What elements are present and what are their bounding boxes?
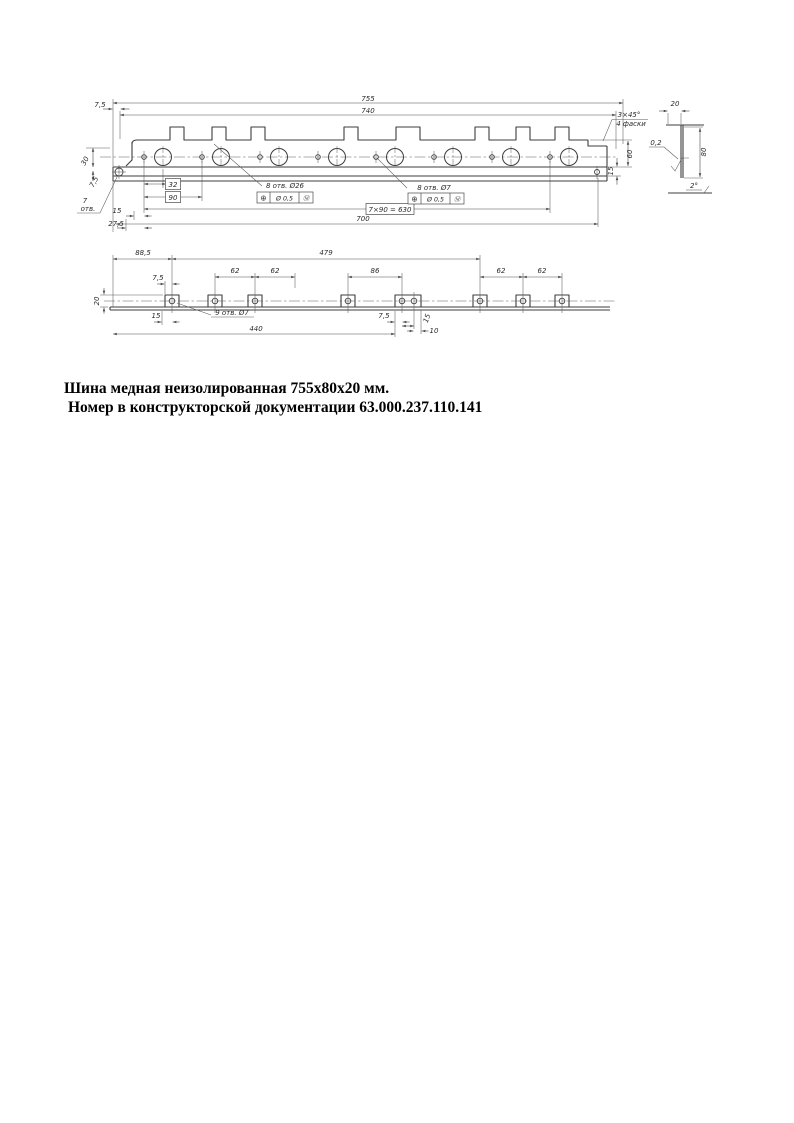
position-tolerance-frame bbox=[257, 192, 313, 203]
bottom-view-geometry bbox=[104, 292, 616, 313]
dimension-label: 27,5 bbox=[108, 220, 124, 228]
part-document-number: Номер в конструкторской документации 63.000.237.110.141 bbox=[68, 399, 483, 416]
tolerance-value: Ø 0,5 bbox=[276, 195, 293, 203]
dimension-label: 10 bbox=[429, 327, 439, 335]
dimension-label: 7,5 bbox=[152, 274, 164, 282]
dimension-label: 755 bbox=[361, 95, 375, 103]
dimension-label: 15 bbox=[607, 166, 615, 176]
dimension-label: 479 bbox=[319, 249, 333, 257]
position-symbol-icon: ⊕ bbox=[411, 194, 418, 204]
position-symbol-icon: ⊕ bbox=[260, 193, 267, 203]
dimension-label: 9 отв. Ø7 bbox=[215, 309, 249, 317]
dimension-label: 62 bbox=[537, 267, 547, 275]
material-condition-icon: Ⓜ bbox=[302, 195, 310, 203]
dimension-label: 20 bbox=[670, 100, 680, 108]
title-block bbox=[64, 379, 482, 417]
dimension-label: 700 bbox=[356, 215, 370, 223]
dimension-label: 4 фаски bbox=[616, 120, 646, 128]
dimension-label: 32 bbox=[168, 181, 178, 189]
material-condition-icon: Ⓜ bbox=[453, 196, 461, 204]
dimension-label: 8 отв. Ø26 bbox=[265, 182, 305, 190]
dimension-label: 20 bbox=[93, 296, 101, 306]
tolerance-value: Ø 0,5 bbox=[427, 196, 444, 204]
dimension-label: 15 bbox=[112, 207, 122, 215]
dimension-label: 8 отв. Ø7 bbox=[417, 184, 451, 192]
dimension-label: отв. bbox=[80, 205, 96, 213]
part-title: Шина медная неизолированная 755х80х20 мм. bbox=[64, 380, 390, 397]
front-view-geometry bbox=[100, 127, 618, 181]
dimension-label: 15 bbox=[151, 312, 161, 320]
roughness-icon bbox=[671, 158, 689, 171]
dimension-label: 7 bbox=[82, 197, 88, 205]
dimension-label: 740 bbox=[361, 107, 375, 115]
dimension-label: 62 bbox=[496, 267, 506, 275]
dimension-label: 86 bbox=[370, 267, 380, 275]
dimension-label: 7,5 bbox=[88, 175, 101, 189]
dimension-label: 3×45° bbox=[617, 111, 641, 119]
dimension-label: 7,5 bbox=[378, 312, 390, 320]
dimension-label: 440 bbox=[249, 325, 263, 333]
tolerance-frames-layer bbox=[257, 192, 464, 204]
dimension-label: 0,2 bbox=[650, 139, 662, 147]
dimension-label: 62 bbox=[270, 267, 280, 275]
dimension-label: 80 bbox=[700, 147, 708, 157]
dimension-label: 15 bbox=[421, 312, 433, 324]
dimension-label: 7,5 bbox=[94, 101, 106, 109]
dimension-label: 62 bbox=[230, 267, 240, 275]
bottom-view-dimensions bbox=[100, 255, 562, 337]
dimension-label: 88,5 bbox=[135, 249, 151, 257]
dimension-label: 30 bbox=[79, 155, 91, 167]
dimension-label: 60 bbox=[626, 149, 634, 159]
dimension-label: 90 bbox=[168, 194, 178, 202]
position-tolerance-frame bbox=[408, 193, 464, 204]
dimension-label: 7×90 = 630 bbox=[368, 206, 412, 214]
engineering-drawing bbox=[0, 0, 794, 360]
dimension-label: 2° bbox=[690, 182, 698, 190]
